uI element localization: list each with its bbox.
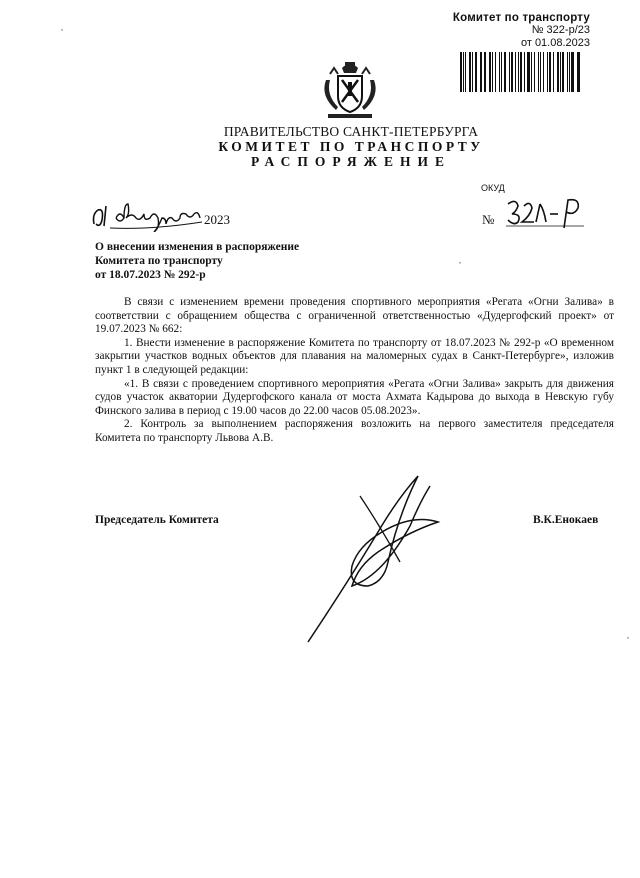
barcode-bar <box>499 52 501 92</box>
registration-stamp <box>440 12 590 50</box>
government-name: ПРАВИТЕЛЬСТВО САНКТ-ПЕТЕРБУРГА <box>223 124 479 139</box>
barcode-bar <box>527 52 529 92</box>
barcode-bar <box>469 52 471 92</box>
subject-line: О внесении изменения в распоряжение <box>95 241 300 253</box>
barcode-bar <box>577 52 578 92</box>
barcode-bar <box>553 52 554 92</box>
barcode-bar <box>549 52 551 92</box>
barcode-bar <box>567 52 568 92</box>
barcode-bar <box>515 52 516 92</box>
barcode-bar <box>501 52 502 92</box>
barcode-bar <box>489 52 491 92</box>
barcode-bar <box>562 52 564 92</box>
coat-of-arms-emblem <box>318 60 382 124</box>
barcode-bar <box>534 52 535 92</box>
number-sign: № <box>482 212 495 227</box>
scan-mark: · <box>626 630 630 644</box>
barcode-bar <box>571 52 573 92</box>
stamp-number: № 322-р/23 <box>531 24 590 36</box>
signatory-title: Председатель Комитета <box>95 514 219 526</box>
barcode-bar <box>495 52 496 92</box>
barcode-bar <box>540 52 542 92</box>
document-body <box>95 296 614 446</box>
barcode-bar <box>484 52 486 92</box>
handwritten-signature <box>300 456 470 646</box>
barcode-bar <box>472 52 473 92</box>
barcode-bar <box>524 52 525 92</box>
scan-mark: · <box>458 255 462 269</box>
body-paragraph: 2. Контроль за выполнением распоряжения возложить на первого заместителя председателя Комитета по транспорту Львова А.В. <box>95 418 614 444</box>
stamp-organization: Комитет по транспорту <box>452 12 590 24</box>
body-paragraph: В связи с изменением времени проведения спортивного мероприятия «Регата «Огни Залива» в соответствии с обращением общества с ограниченной ответственностью «Дудергофский проект» от 19.07.2023 № 662: <box>95 296 614 336</box>
barcode-bar <box>460 52 462 92</box>
document-subject <box>95 240 299 282</box>
subject-line: Комитета по транспорту <box>95 255 223 267</box>
okud-label: ОКУД <box>481 183 505 193</box>
handwritten-date <box>90 198 210 232</box>
barcode-bar <box>520 52 522 92</box>
barcode-bar <box>481 52 482 92</box>
barcode-bar <box>511 52 513 92</box>
body-paragraph: 1. Внести изменение в распоряжение Комитета по транспорту от 18.07.2023 № 292-р «О временном закрытии участков водных объектов для плавания на маломерных судах в Санкт-Петербурге», изложив пункт 1 в следующей редакции: <box>95 336 614 376</box>
signatory-name: В.К.Енокаев <box>533 514 599 526</box>
barcode-bar <box>480 52 481 92</box>
barcode-bar <box>569 52 570 92</box>
barcode-bar <box>465 52 466 92</box>
subject-line: от 18.07.2023 № 292-р <box>95 269 206 281</box>
body-paragraph: «1. В связи с проведением спортивного мероприятия «Регата «Огни Залива» закрыть для движения судов участок акватории Дудергофского канала от моста Ахмата Кадырова до выхода в Невскую губу Финского залива в период с 19.00 часов до 22.00 часов 05.08.2023». <box>95 377 614 417</box>
barcode-bar <box>504 52 506 92</box>
barcode-bar <box>560 52 561 92</box>
date-year: 2023 <box>204 212 230 227</box>
stamp-date: от 01.08.2023 <box>520 37 590 49</box>
barcode-bar <box>547 52 548 92</box>
document-type: РАСПОРЯЖЕНИЕ <box>250 154 452 169</box>
barcode-bar <box>475 52 477 92</box>
barcode-bar <box>531 52 533 92</box>
barcode-bar <box>509 52 510 92</box>
committee-name: КОМИТЕТ ПО ТРАНСПОРТУ <box>218 139 484 154</box>
barcode-bar <box>557 52 559 92</box>
barcode-bar <box>492 52 493 92</box>
barcode-bar <box>518 52 519 92</box>
barcode-bar <box>463 52 464 92</box>
scan-mark: · <box>60 22 64 36</box>
barcode <box>460 52 582 92</box>
barcode-bar <box>543 52 544 92</box>
handwritten-number <box>504 196 588 230</box>
barcode-bar <box>578 52 580 92</box>
barcode-bar <box>538 52 539 92</box>
